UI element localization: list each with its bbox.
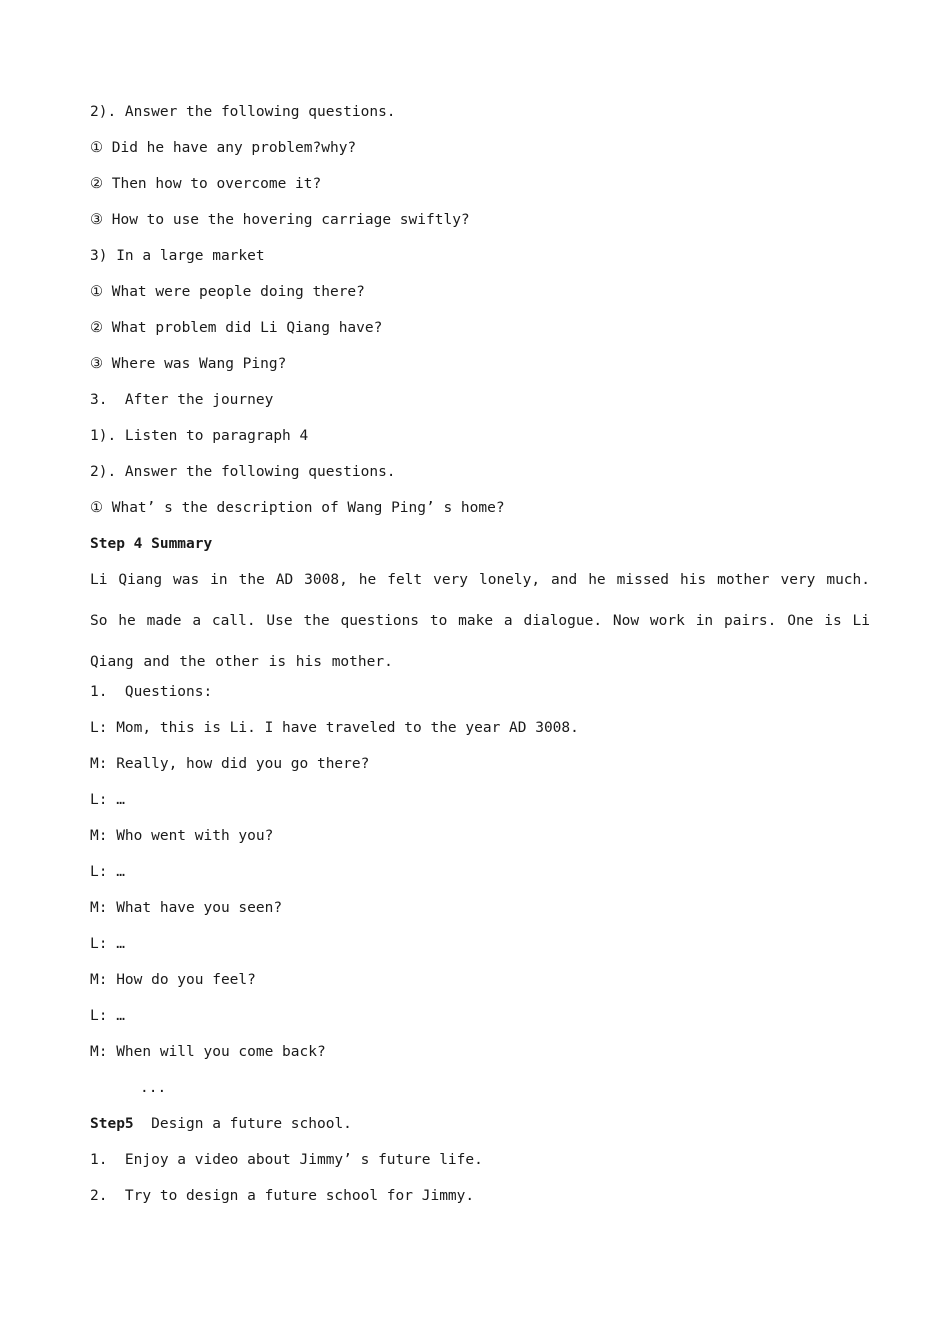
text-line: 2). Answer the following questions. xyxy=(90,464,396,480)
dialogue-line: M: Really, how did you go there? xyxy=(90,756,370,772)
ellipsis-line: ... xyxy=(140,1080,167,1096)
question-line: ① What were people doing there? xyxy=(90,284,365,300)
dialogue-line: M: How do you feel? xyxy=(90,972,256,988)
text-line: 1. Questions: xyxy=(90,684,213,700)
dialogue-line: L: … xyxy=(90,936,125,952)
text-line: 3) In a large market xyxy=(90,248,265,264)
text-line: 1). Listen to paragraph 4 xyxy=(90,428,309,444)
question-line: ③ How to use the hovering carriage swiftly? xyxy=(90,212,470,228)
question-line: ② Then how to overcome it? xyxy=(90,176,322,192)
step5-title: Design a future school. xyxy=(133,1116,352,1132)
question-line: ① What’ s the description of Wang Ping’ s home? xyxy=(90,500,505,516)
step5-heading: Step5 xyxy=(90,1116,134,1132)
text-line: 2. Try to design a future school for Jimmy. xyxy=(90,1188,475,1204)
dialogue-line: L: … xyxy=(90,792,125,808)
question-line: ② What problem did Li Qiang have? xyxy=(90,320,383,336)
step4-paragraph: Li Qiang was in the AD 3008, he felt very lonely, and he missed his mother very much. So he made a call. Use the questions to make a dialogue. Now work in pairs. One is Li Qiang and the other is his mother. xyxy=(90,572,870,670)
step5-line xyxy=(90,1110,870,1146)
dialogue-line: L: Mom, this is Li. I have traveled to the year AD 3008. xyxy=(90,720,579,736)
dialogue-line: M: What have you seen? xyxy=(90,900,283,916)
text-line: 1. Enjoy a video about Jimmy’ s future life. xyxy=(90,1152,483,1168)
text-line: 2). Answer the following questions. xyxy=(90,104,396,120)
text-line: 3. After the journey xyxy=(90,392,274,408)
dialogue-line: L: … xyxy=(90,864,125,880)
question-line: ③ Where was Wang Ping? xyxy=(90,356,287,372)
step4-heading: Step 4 Summary xyxy=(90,536,213,552)
document-page xyxy=(90,98,870,1218)
dialogue-line: M: When will you come back? xyxy=(90,1044,326,1060)
question-line: ① Did he have any problem?why? xyxy=(90,140,357,156)
dialogue-line: L: … xyxy=(90,1008,125,1024)
dialogue-line: M: Who went with you? xyxy=(90,828,274,844)
